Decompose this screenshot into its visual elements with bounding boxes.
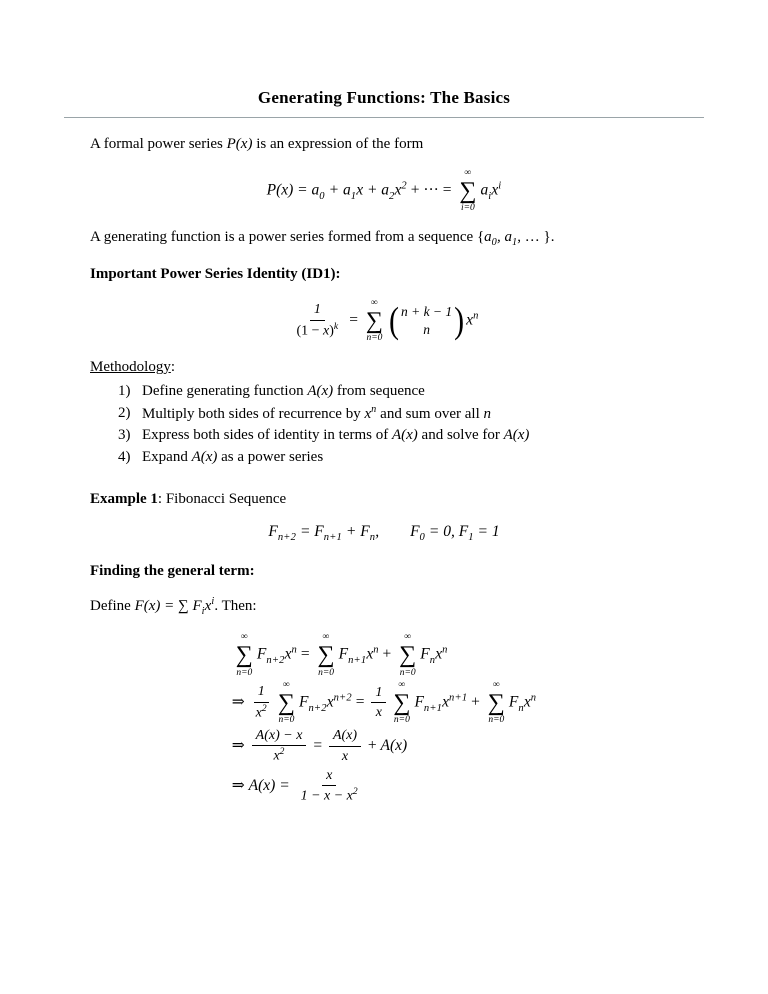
binomial-coefficient: [388, 299, 465, 341]
sum-lower-limit: n=0: [318, 667, 334, 678]
text-run: x: [366, 646, 374, 663]
close-paren-icon: ): [454, 299, 465, 341]
text-run: F: [420, 646, 430, 663]
text-run: A(x): [391, 427, 418, 444]
text-run: P(x) = a: [266, 181, 320, 199]
binomial-stack: [399, 303, 454, 338]
fraction-numerator: [371, 684, 386, 704]
text-run: A formal power series: [90, 136, 227, 152]
math-subscript: n+2: [277, 532, 297, 543]
text-run: :: [249, 563, 255, 579]
text-run: F: [414, 693, 424, 711]
fraction-denominator: [292, 321, 342, 340]
text-run: F: [256, 646, 267, 663]
summation-symbol: [393, 680, 410, 726]
text-run: = F: [296, 522, 324, 540]
define-f-paragraph: [90, 595, 678, 619]
text-run: F: [268, 522, 278, 540]
list-item-text: [142, 447, 323, 469]
text-run: F: [508, 693, 519, 711]
methodology-item-3: [118, 425, 678, 447]
text-run: x: [341, 748, 349, 764]
text-run: Finding the general term: [90, 563, 250, 579]
math-supscript: n: [291, 644, 297, 656]
text-run: =: [351, 693, 369, 711]
id1-heading: [90, 264, 678, 285]
list-number: 1): [118, 382, 131, 399]
derivation-line-2: [232, 680, 536, 726]
math-supscript: 2: [352, 787, 358, 798]
math-supscript: 2: [261, 703, 267, 714]
text-run: and sum over all: [376, 405, 484, 422]
math-subscript: i: [488, 190, 492, 202]
math-supscript: n+1: [449, 692, 468, 704]
equation-formal-power-series: [90, 168, 678, 214]
open-paren-icon: (: [388, 299, 399, 341]
math-subscript: 1: [350, 190, 357, 202]
fraction-numerator: [322, 767, 336, 787]
text-run: ⇒: [231, 693, 249, 711]
fraction-numerator: [252, 727, 307, 747]
methodology-list: [90, 381, 678, 469]
math-subscript: 1: [511, 237, 518, 249]
math-subscript: 0: [319, 190, 325, 202]
text-run: ⇒: [231, 736, 249, 754]
list-number: 4): [118, 449, 131, 466]
text-run: F(x) = ∑ F: [134, 598, 202, 614]
text-run: as a power series: [217, 449, 324, 466]
math-subscript: n+2: [308, 702, 327, 714]
text-run: . Then:: [214, 598, 257, 614]
text-run: =: [296, 646, 314, 663]
text-run: A(x) =: [248, 776, 294, 794]
text-run: 1: [257, 684, 265, 700]
sigma-glyph: ∑: [277, 689, 295, 716]
document-title: Generating Functions: The Basics: [64, 88, 704, 118]
text-run: +: [467, 693, 484, 711]
text-run: x: [435, 646, 443, 663]
equation-id1: [90, 298, 678, 344]
math-subscript: 2: [389, 190, 395, 202]
fraction: [252, 683, 271, 722]
math-subscript: n+1: [323, 532, 343, 543]
text-run: A(x): [332, 728, 358, 744]
summation-symbol: [278, 680, 295, 726]
text-run: ⇒: [231, 776, 249, 794]
text-run: (1 −: [296, 323, 324, 339]
text-run: x: [491, 181, 499, 199]
fraction-numerator: [254, 683, 269, 703]
sum-lower-limit: n=0: [488, 714, 505, 725]
sigma-glyph: ∑: [393, 689, 411, 716]
fraction: [292, 301, 342, 340]
math-subscript: n+1: [423, 702, 443, 714]
sum-lower-limit: n=0: [366, 332, 383, 343]
text-run: A(x): [503, 427, 530, 444]
fraction-numerator: [329, 727, 361, 747]
math-subscript: n: [369, 532, 376, 543]
text-run: x: [326, 693, 334, 711]
text-run: P(x): [226, 136, 253, 152]
fraction: [371, 684, 386, 722]
text-run: =: [345, 311, 362, 329]
binomial-bottom: [423, 321, 430, 339]
fraction: [329, 727, 361, 765]
derivation-line-4: [232, 767, 536, 806]
text-run: , … }.: [517, 229, 555, 246]
intro-paragraph: [90, 134, 678, 155]
text-run: Multiply both sides of recurrence by: [142, 405, 365, 422]
text-run: Express both sides of identity in terms of: [142, 427, 392, 444]
text-run: ,: [375, 522, 380, 540]
sum-upper-limit: ∞: [492, 679, 500, 690]
math-supscript: n: [373, 644, 379, 656]
text-run: Define: [90, 598, 135, 614]
math-subscript: 0: [419, 532, 425, 543]
list-item-text: [142, 425, 529, 447]
text-run: = 0, F: [425, 522, 469, 540]
sigma-glyph: ∑: [459, 177, 477, 204]
text-run: = 1: [473, 522, 500, 540]
methodology-item-2: [118, 403, 678, 426]
fraction-denominator: [338, 747, 352, 766]
list-item-text: [142, 403, 491, 426]
sum-lower-limit: i=0: [460, 203, 475, 214]
text-run: F: [338, 646, 349, 663]
text-run: a: [484, 229, 492, 246]
text-run: x: [323, 323, 330, 339]
text-run: n: [483, 405, 491, 422]
text-run: ): [329, 323, 334, 339]
fraction-numerator: [310, 301, 325, 321]
text-run: 1: [375, 684, 383, 700]
list-item-text: [142, 381, 425, 403]
math-supscript: n: [530, 692, 537, 704]
summation-symbol: [236, 632, 253, 678]
text-run: F: [410, 522, 420, 540]
list-number: 3): [118, 427, 131, 444]
math-supscript: i: [498, 180, 502, 192]
math-subscript: n: [518, 702, 524, 714]
text-run: [379, 523, 410, 540]
derivation-line-3: [232, 727, 536, 766]
text-run: x + a: [356, 181, 390, 199]
math-supscript: 2: [279, 747, 285, 758]
math-subscript: i: [201, 606, 205, 617]
text-run: a: [480, 181, 489, 199]
text-run: x: [255, 705, 262, 721]
sum-upper-limit: ∞: [371, 297, 378, 308]
text-run: 1: [313, 302, 321, 318]
text-run: Important Power Series Identity (ID1):: [90, 265, 341, 282]
methodology-item-4: [118, 447, 678, 469]
math-supscript: n: [473, 310, 479, 322]
fraction-denominator: [297, 786, 362, 805]
sum-upper-limit: ∞: [404, 632, 412, 643]
derivation-line-1: [232, 632, 536, 678]
sigma-glyph: ∑: [235, 642, 253, 669]
math-supscript: 2: [401, 180, 407, 192]
text-run: +: [364, 736, 381, 754]
methodology-item-1: [118, 381, 678, 403]
equation-fibonacci-recurrence: [90, 523, 678, 543]
math-supscript: n: [371, 403, 377, 415]
sum-lower-limit: n=0: [399, 667, 416, 678]
text-run: x: [204, 598, 212, 614]
text-run: n + k − 1: [400, 304, 453, 320]
math-subscript: 0: [491, 237, 497, 249]
math-supscript: i: [211, 596, 215, 607]
text-run: :: [170, 358, 176, 375]
math-subscript: n+1: [348, 655, 367, 667]
text-run: and solve for: [417, 427, 504, 444]
math-supscript: k: [333, 321, 339, 332]
text-run: x: [326, 767, 333, 783]
sum-upper-limit: ∞: [283, 679, 290, 690]
sum-upper-limit: ∞: [464, 168, 472, 178]
list-number: 2): [118, 404, 131, 421]
text-run: +: [378, 646, 396, 663]
text-run: 1 − x − x: [300, 788, 353, 804]
text-run: Methodology: [90, 358, 171, 375]
fraction-denominator: [269, 746, 288, 765]
text-run: x: [394, 181, 402, 199]
text-run: =: [309, 736, 326, 754]
text-run: + F: [342, 522, 370, 540]
generating-function-definition: [90, 227, 678, 250]
sum-upper-limit: ∞: [322, 632, 330, 643]
summation-symbol: [366, 298, 383, 344]
text-run: x: [273, 749, 280, 765]
sum-lower-limit: n=0: [236, 667, 253, 678]
text-run: A(x): [191, 449, 218, 466]
sum-upper-limit: ∞: [398, 679, 406, 690]
text-run: F: [298, 693, 309, 711]
summation-symbol: [488, 680, 505, 726]
sigma-glyph: ∑: [399, 642, 417, 669]
example1-heading: [90, 489, 678, 510]
summation-symbol: [317, 632, 334, 678]
finding-general-term-heading: [90, 561, 678, 582]
sum-upper-limit: ∞: [240, 632, 248, 643]
sigma-glyph: ∑: [317, 642, 335, 669]
text-run: , a: [496, 229, 512, 246]
summation-symbol: [459, 168, 476, 214]
text-run: Define generating function: [142, 382, 308, 399]
text-run: x: [364, 405, 372, 422]
text-run: x: [375, 705, 382, 721]
text-run: Expand: [142, 449, 192, 466]
fraction-denominator: [252, 703, 271, 722]
text-run: x: [523, 693, 531, 711]
fraction: [252, 727, 307, 766]
text-run: from sequence: [333, 382, 425, 399]
text-run: + a: [324, 181, 351, 199]
derivation-block: [232, 632, 536, 805]
math-subscript: 1: [468, 532, 474, 543]
binomial-top: [401, 303, 452, 321]
text-run: n: [423, 321, 430, 337]
text-run: A(x) − x: [255, 727, 303, 743]
math-subscript: n+2: [266, 655, 285, 667]
text-run: x: [442, 693, 450, 711]
sigma-glyph: ∑: [365, 307, 383, 334]
math-subscript: n: [429, 655, 436, 667]
sum-lower-limit: n=0: [393, 714, 410, 725]
text-run: : Fibonacci Sequence: [157, 490, 287, 507]
text-run: A(x): [380, 736, 408, 754]
methodology-heading: [90, 357, 678, 378]
text-run: A(x): [307, 382, 334, 399]
text-run: x: [466, 311, 474, 329]
fraction: [297, 767, 362, 806]
fraction-denominator: [372, 703, 386, 722]
summation-symbol: [399, 632, 416, 678]
sum-lower-limit: n=0: [278, 714, 295, 725]
text-run: Example 1: [90, 490, 158, 507]
sigma-glyph: ∑: [487, 689, 505, 716]
text-run: + ··· =: [406, 181, 456, 199]
math-supscript: n: [442, 644, 448, 656]
text-run: A generating function is a power series formed from a sequence {: [90, 229, 485, 246]
text-run: x: [284, 646, 292, 663]
text-run: is an expression of the form: [252, 136, 424, 152]
math-supscript: n+2: [333, 692, 352, 704]
